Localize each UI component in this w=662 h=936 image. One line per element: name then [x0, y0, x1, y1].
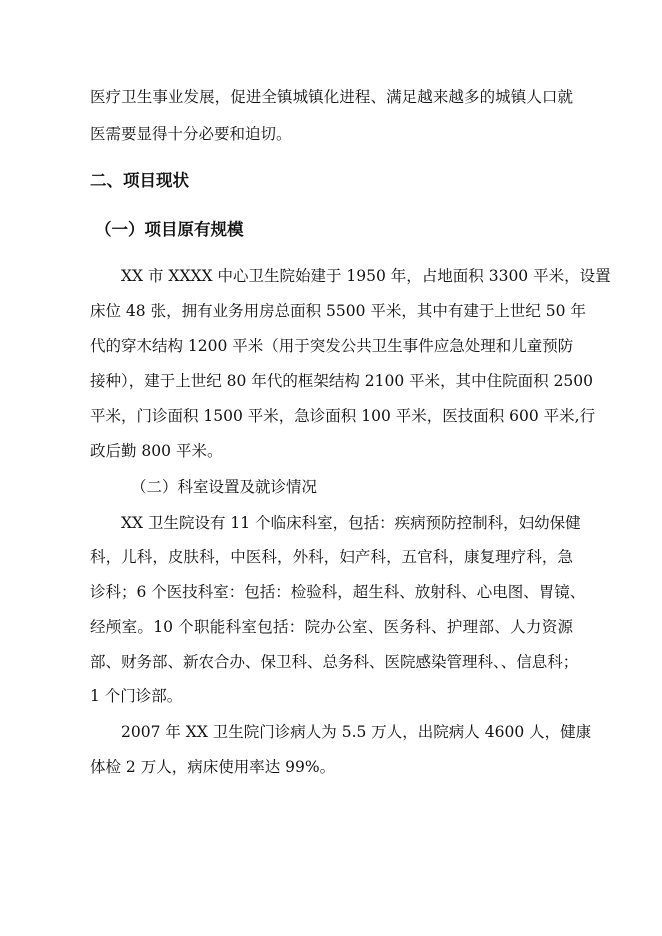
stats-line-1: 2007 年 XX 卫生院门诊病人为 5.5 万人，出院病人 4600 人，健康 — [121, 723, 592, 741]
scale-line-3: 代的穿木结构 1200 平米（用于突发公共卫生事件应急处理和儿童预防 — [90, 337, 574, 355]
dept-line-1: XX 卫生院设有 11 个临床科室，包括：疾病预防控制科，妇幼保健 — [121, 514, 581, 532]
subsection-heading-1: （一）项目原有规模 — [95, 220, 244, 239]
section-heading: 二、项目现状 — [90, 171, 189, 190]
subsection-heading-2: （二）科室设置及就诊情况 — [131, 478, 318, 496]
dept-line-2: 科，儿科，皮肤科，中医科，外科，妇产科，五官科，康复理疗科，急 — [90, 548, 573, 566]
intro-line-2: 医需要显得十分必要和迫切。 — [90, 125, 292, 143]
scale-line-6: 政后勤 800 平米。 — [90, 442, 223, 460]
dept-line-3: 诊科；6 个医技科室：包括：检验科，超生科、放射科、心电图、胃镜、 — [90, 583, 586, 601]
scale-line-1: XX 市 XXXX 中心卫生院始建于 1950 年，占地面积 3300 平米，设置 — [121, 267, 611, 285]
intro-line-1: 医疗卫生事业发展，促进全镇城镇化进程、满足越来越多的城镇人口就 — [90, 88, 573, 106]
stats-line-2: 体检 2 万人，病床使用率达 99%。 — [90, 758, 336, 776]
scale-line-5: 平米，门诊面积 1500 平米，急诊面积 100 平米，医技面积 600 平米,行 — [90, 407, 596, 425]
scale-line-4: 接种），建于上世纪 80 年代的框架结构 2100 平米，其中住院面积 2500 — [90, 372, 594, 390]
dept-line-4: 经颅室。10 个职能科室包括：院办公室、医务科、护理部、人力资源 — [90, 618, 573, 636]
scale-line-2: 床位 48 张，拥有业务用房总面积 5500 平米，其中有建于上世纪 50 年 — [90, 302, 586, 320]
dept-line-5: 部、财务部、新农合办、保卫科、总务科、医院感染管理科、、信息科； — [90, 653, 579, 671]
dept-line-6: 1 个门诊部。 — [90, 687, 183, 705]
